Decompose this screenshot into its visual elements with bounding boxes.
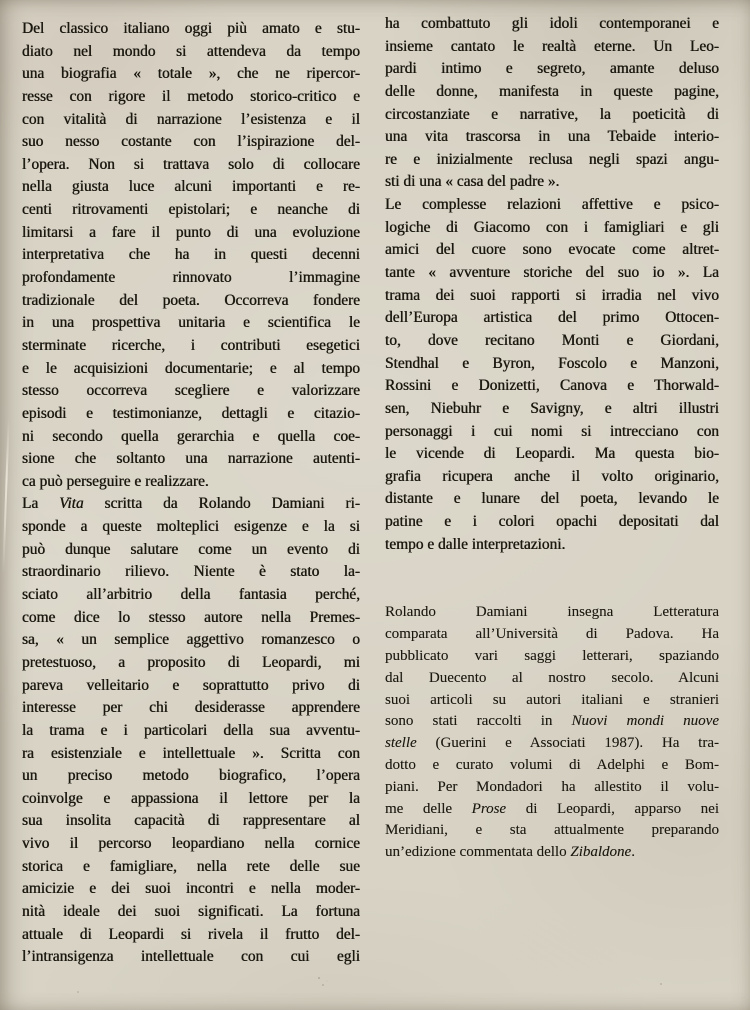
text-line: nella giusta luce alcuni importanti e re- — [22, 178, 360, 196]
paragraph — [22, 493, 360, 968]
text-line: interesse per chi desiderasse apprendere — [22, 699, 360, 717]
text-line: tradizionale del poeta. Occorreva fondere — [22, 291, 360, 309]
author-bio — [385, 602, 719, 864]
left-column — [22, 18, 360, 969]
text-line: episodi e testimonianze, dettagli e citazio- — [22, 404, 360, 422]
right-column — [385, 13, 719, 864]
text-line: un preciso metodo biografico, l’opera — [22, 767, 360, 785]
text-line: tante « avventure storiche del suo io ». La — [385, 264, 719, 282]
text-line: dal Duecento al nostro secolo. Alcuni — [385, 669, 719, 686]
text-line: Rolando Damiani insegna Letteratura — [385, 604, 719, 621]
text-line: diato nel mondo si attendeva da tempo — [22, 42, 360, 60]
text-line: re e inizialmente reclusa negli spazi angu- — [385, 150, 719, 168]
text-line: personaggi i cui nomi si intrecciano con — [385, 422, 719, 440]
text-line: ra esistenziale e intellettuale ». Scritta con — [22, 744, 360, 762]
text-line: ca può perseguire e realizzare. — [22, 472, 209, 490]
text-line: resse con rigore il metodo storico-critico e — [22, 87, 360, 105]
text-line: logiche di Giacomo con i famigliari e gli — [385, 218, 719, 236]
text-line: sti di una « casa del padre ». — [385, 173, 560, 191]
paragraph — [385, 194, 719, 556]
text-line: stelle (Guerini e Associati 1987). Ha tra- — [385, 735, 719, 752]
text-line: e le acquisizioni documentarie; e al tempo — [22, 359, 360, 377]
text-line: distante e lunare del poeta, levando le — [385, 490, 719, 508]
text-line: come dice lo stesso autore nella Premes- — [22, 608, 360, 626]
text-line: delle donne, manifesta in queste pagine, — [385, 82, 719, 100]
text-line: comparata all’Università di Padova. Ha — [385, 626, 719, 643]
text-line: ha combattuto gli idoli contemporanei e — [385, 15, 719, 32]
text-line: pretestuoso, a proposito di Leopardi, mi — [22, 653, 360, 671]
text-line: attuale di Leopardi si rivela il frutto del- — [22, 925, 360, 943]
text-line: sponde a queste molteplici esigenze e la si — [22, 518, 360, 536]
text-line: l’intransigenza intellettuale con cui egli — [22, 948, 360, 966]
text-line: centi ritrovamenti epistolari; e neanche di — [22, 201, 360, 219]
text-line: dell’Europa artistica del primo Ottocen- — [385, 309, 719, 327]
text-line: me delle Prose di Leopardi, apparso nei — [385, 800, 719, 817]
text-line: sen, Niebuhr e Savigny, e altri illustri — [385, 399, 719, 417]
text-line: la trama e i particolari della sua avventu- — [22, 721, 360, 739]
text-line: Le complesse relazioni affettive e psico- — [385, 196, 719, 214]
text-line: una biografia « totale », che ne ripercor- — [22, 65, 360, 83]
text-line: vivo il percorso leopardiano nella cornice — [22, 835, 360, 853]
text-line: pareva velleitario e soprattutto privo di — [22, 676, 360, 694]
text-line: coinvolge e appassiona il lettore per la — [22, 789, 360, 807]
scan-specks — [318, 977, 320, 979]
text-line: trama dei suoi rapporti si irradia nel vivo — [385, 286, 719, 304]
text-line: Del classico italiano oggi più amato e stu- — [22, 20, 360, 37]
text-line: piani. Per Mondadori ha allestito il volu- — [385, 778, 719, 795]
text-line: suoi articoli su autori italiani e stranieri — [385, 691, 719, 708]
text-line: Stendhal e Byron, Foscolo e Manzoni, — [385, 354, 719, 372]
text-line: circostanziate e narrative, la poeticità di — [385, 105, 719, 123]
text-line: La Vita scritta da Rolando Damiani ri- — [22, 495, 360, 513]
paragraph — [385, 13, 719, 194]
text-line: suo nesso costante con l’ispirazione del- — [22, 133, 360, 151]
text-line: limitarsi a fare il punto di una evoluzione — [22, 223, 360, 241]
text-line: tempo e dalle interpretazioni. — [385, 535, 566, 553]
text-line: ni secondo quella gerarchia e quella coe- — [22, 427, 360, 445]
text-line: dotto e curato volumi di Adelphi e Bom- — [385, 756, 719, 773]
text-line: pubblicato vari saggi letterari, spaziando — [385, 647, 719, 664]
text-line: le vicende di Leopardi. Ma questa bio- — [385, 445, 719, 463]
text-line: una vita trascorsa in una Tebaide interio- — [385, 128, 719, 146]
scan-crease — [2, 418, 9, 573]
text-line: sciato all’arbitrio della fantasia perché, — [22, 586, 360, 604]
text-line: amicizie e dei suoi incontri e nella moder- — [22, 880, 360, 898]
paragraph — [22, 18, 360, 493]
text-line: pardi intimo e segreto, amante deluso — [385, 60, 719, 78]
text-line: patine e i colori opachi depositati dal — [385, 513, 719, 531]
text-line: sua insolita capacità di rappresentare al — [22, 812, 360, 830]
text-line: grafia ricupera anche il volto originario, — [385, 467, 719, 485]
text-line: sterminate ricerche, i contributi esegetici — [22, 336, 360, 354]
text-line: straordinario rilievo. Niente è stato la- — [22, 563, 360, 581]
text-line: un’edizione commentata dello Zibaldone. — [385, 844, 635, 861]
text-line: profondamente rinnovato l’immagine — [22, 269, 360, 287]
text-line: può dunque salutare come un evento di — [22, 540, 360, 558]
text-line: to, dove recitano Monti e Giordani, — [385, 331, 719, 349]
text-line: con vitalità di narrazione l’esistenza e il — [22, 110, 360, 128]
text-line: stesso occorreva scegliere e valorizzare — [22, 382, 360, 400]
text-line: insieme cantato le realtà eterne. Un Leo- — [385, 37, 719, 55]
text-line: sione che soltanto una narrazione autenti- — [22, 450, 360, 468]
text-line: Rossini e Donizetti, Canova e Thorwald- — [385, 377, 719, 395]
text-line: l’opera. Non si trattava solo di collocare — [22, 155, 360, 173]
text-line: Meridiani, e sta attualmente preparando — [385, 822, 719, 839]
text-line: interpretativa che ha in questi decenni — [22, 246, 360, 264]
text-line: amici del cuore sono evocate come altret- — [385, 241, 719, 259]
text-line: nità ideale dei suoi significati. La fortuna — [22, 902, 360, 920]
text-line: sono stati raccolti in Nuovi mondi nuove — [385, 713, 719, 730]
text-line: sa, « un semplice aggettivo romanzesco o — [22, 631, 360, 649]
text-line: in una prospettiva unitaria e scientifica le — [22, 314, 360, 332]
text-line: storica e famigliare, nella rete delle sue — [22, 857, 360, 875]
